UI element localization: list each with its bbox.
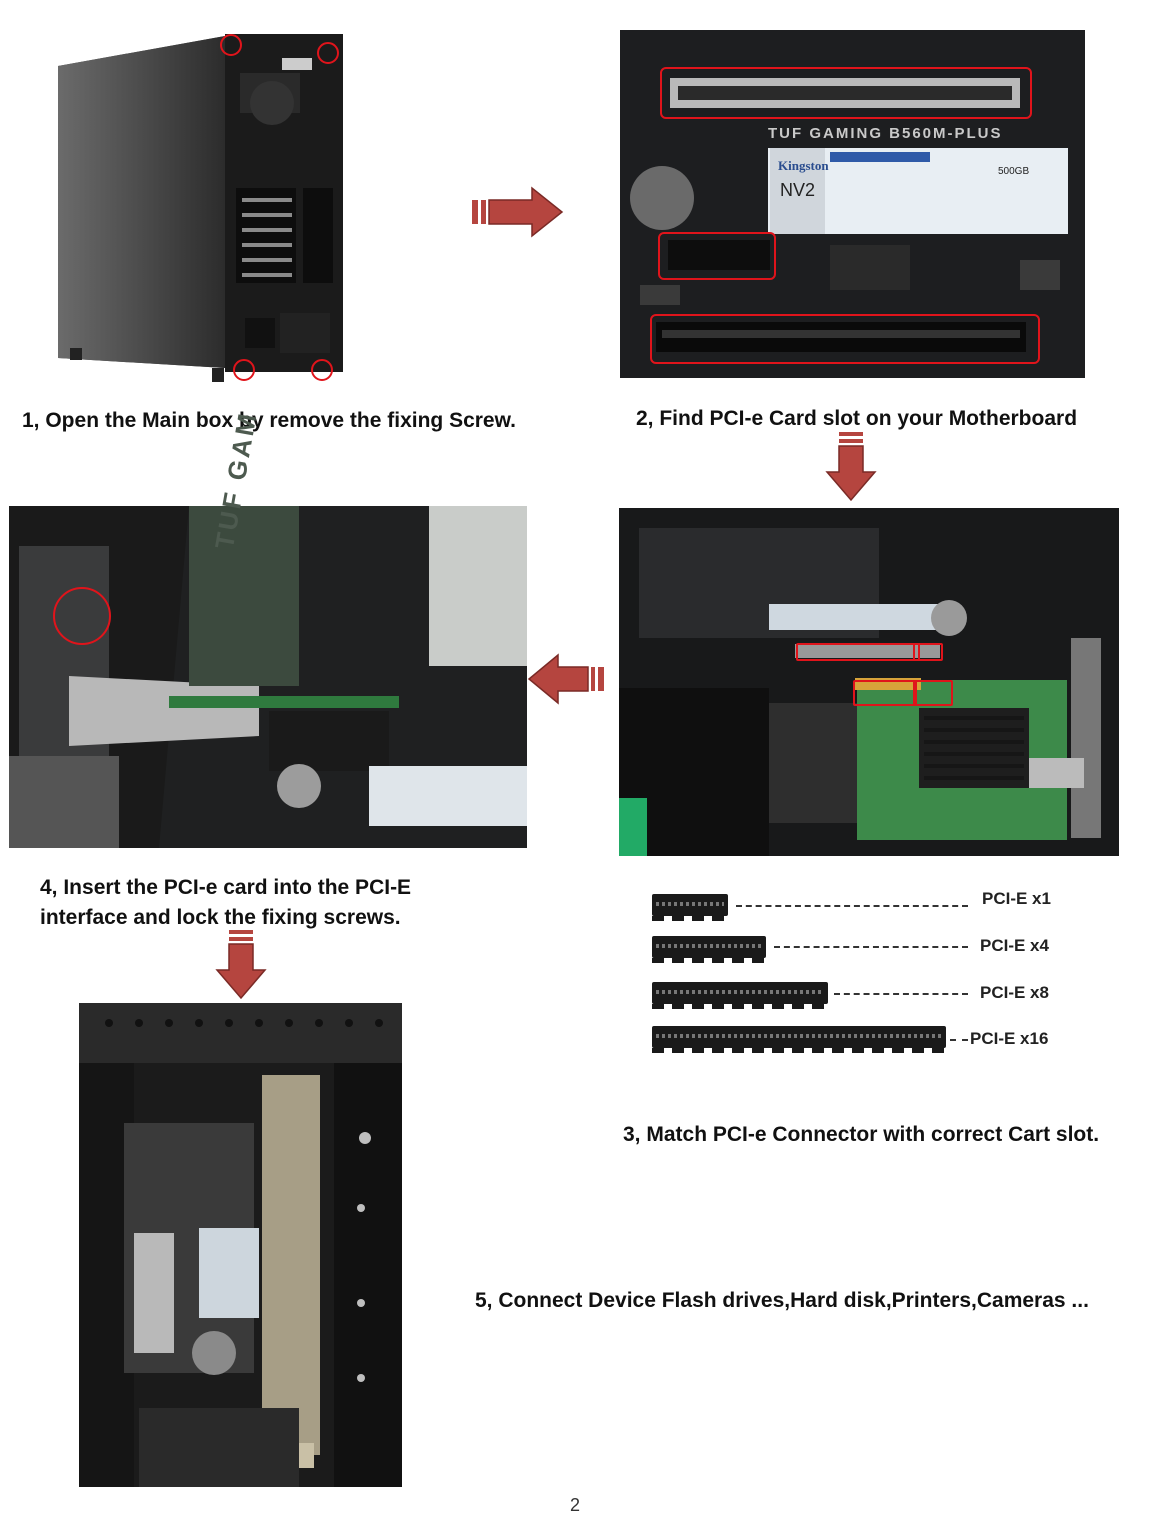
connector-highlight-short <box>913 680 953 706</box>
slot-x4-icon <box>652 936 766 958</box>
pc-tower-photo <box>40 28 350 398</box>
pc-tower-illustration <box>40 28 350 398</box>
slot-highlight-top <box>660 67 1032 119</box>
step4-caption-line1: 4, Insert the PCI-e card into the PCI-E <box>40 876 412 899</box>
ssd-model-text: NV2 <box>780 180 816 200</box>
slot-x8-label: PCI-E x8 <box>980 983 1049 1002</box>
board-model-text: TUF GAMING B560M-PLUS <box>768 125 1003 142</box>
slot-highlight-small <box>658 232 776 280</box>
screw-marker-bottom-left <box>233 359 255 381</box>
slot-x1-leader <box>736 905 968 907</box>
card-screw-illustration <box>9 506 527 848</box>
screw-marker-top-right <box>317 42 339 64</box>
slot-highlight-long <box>796 643 920 661</box>
slot-highlight-bottom <box>650 314 1040 364</box>
screw-marker-bottom-right <box>311 359 333 381</box>
slot-x8-icon <box>652 982 828 1004</box>
slot-x1-label: PCI-E x1 <box>982 889 1051 908</box>
step1-caption: 1, Open the Main box by remove the fixing Screw. <box>22 409 517 432</box>
slot-x8-leader <box>834 993 968 995</box>
screw-marker-card <box>53 587 111 645</box>
arrow-right-icon <box>472 186 564 238</box>
page-number: 2 <box>570 1495 581 1515</box>
slot-highlight-short <box>913 643 943 661</box>
arrow-down-icon <box>826 432 876 502</box>
arrow-left-icon <box>528 654 604 704</box>
step3-caption: 3, Match PCI-e Connector with correct Cart slot. <box>623 1123 1100 1146</box>
rear-case-photo <box>79 1003 402 1487</box>
board-model-short-text: TUF GAM <box>209 408 263 552</box>
slot-x4-leader <box>774 946 968 948</box>
step5-caption: 5, Connect Device Flash drives,Hard disk,Printers,Cameras ... <box>475 1289 1089 1312</box>
slot-x16-label: PCI-E x16 <box>970 1029 1049 1048</box>
slot-x1-icon <box>652 894 728 916</box>
slot-x16-leader <box>950 1039 968 1041</box>
arrow-down-icon-2 <box>216 930 266 1000</box>
ssd-brand-text: Kingston <box>778 158 829 173</box>
connector-highlight-long <box>853 680 917 706</box>
step2-caption: 2, Find PCI-e Card slot on your Motherboard <box>636 407 1078 430</box>
screw-marker-top-left <box>220 34 242 56</box>
rear-case-illustration <box>79 1003 402 1487</box>
ssd-capacity-text: 500GB <box>998 166 1030 177</box>
slot-x4-label: PCI-E x4 <box>980 936 1049 955</box>
step4-caption-line2: interface and lock the fixing screws. <box>40 906 401 929</box>
slot-x16-icon <box>652 1026 946 1048</box>
